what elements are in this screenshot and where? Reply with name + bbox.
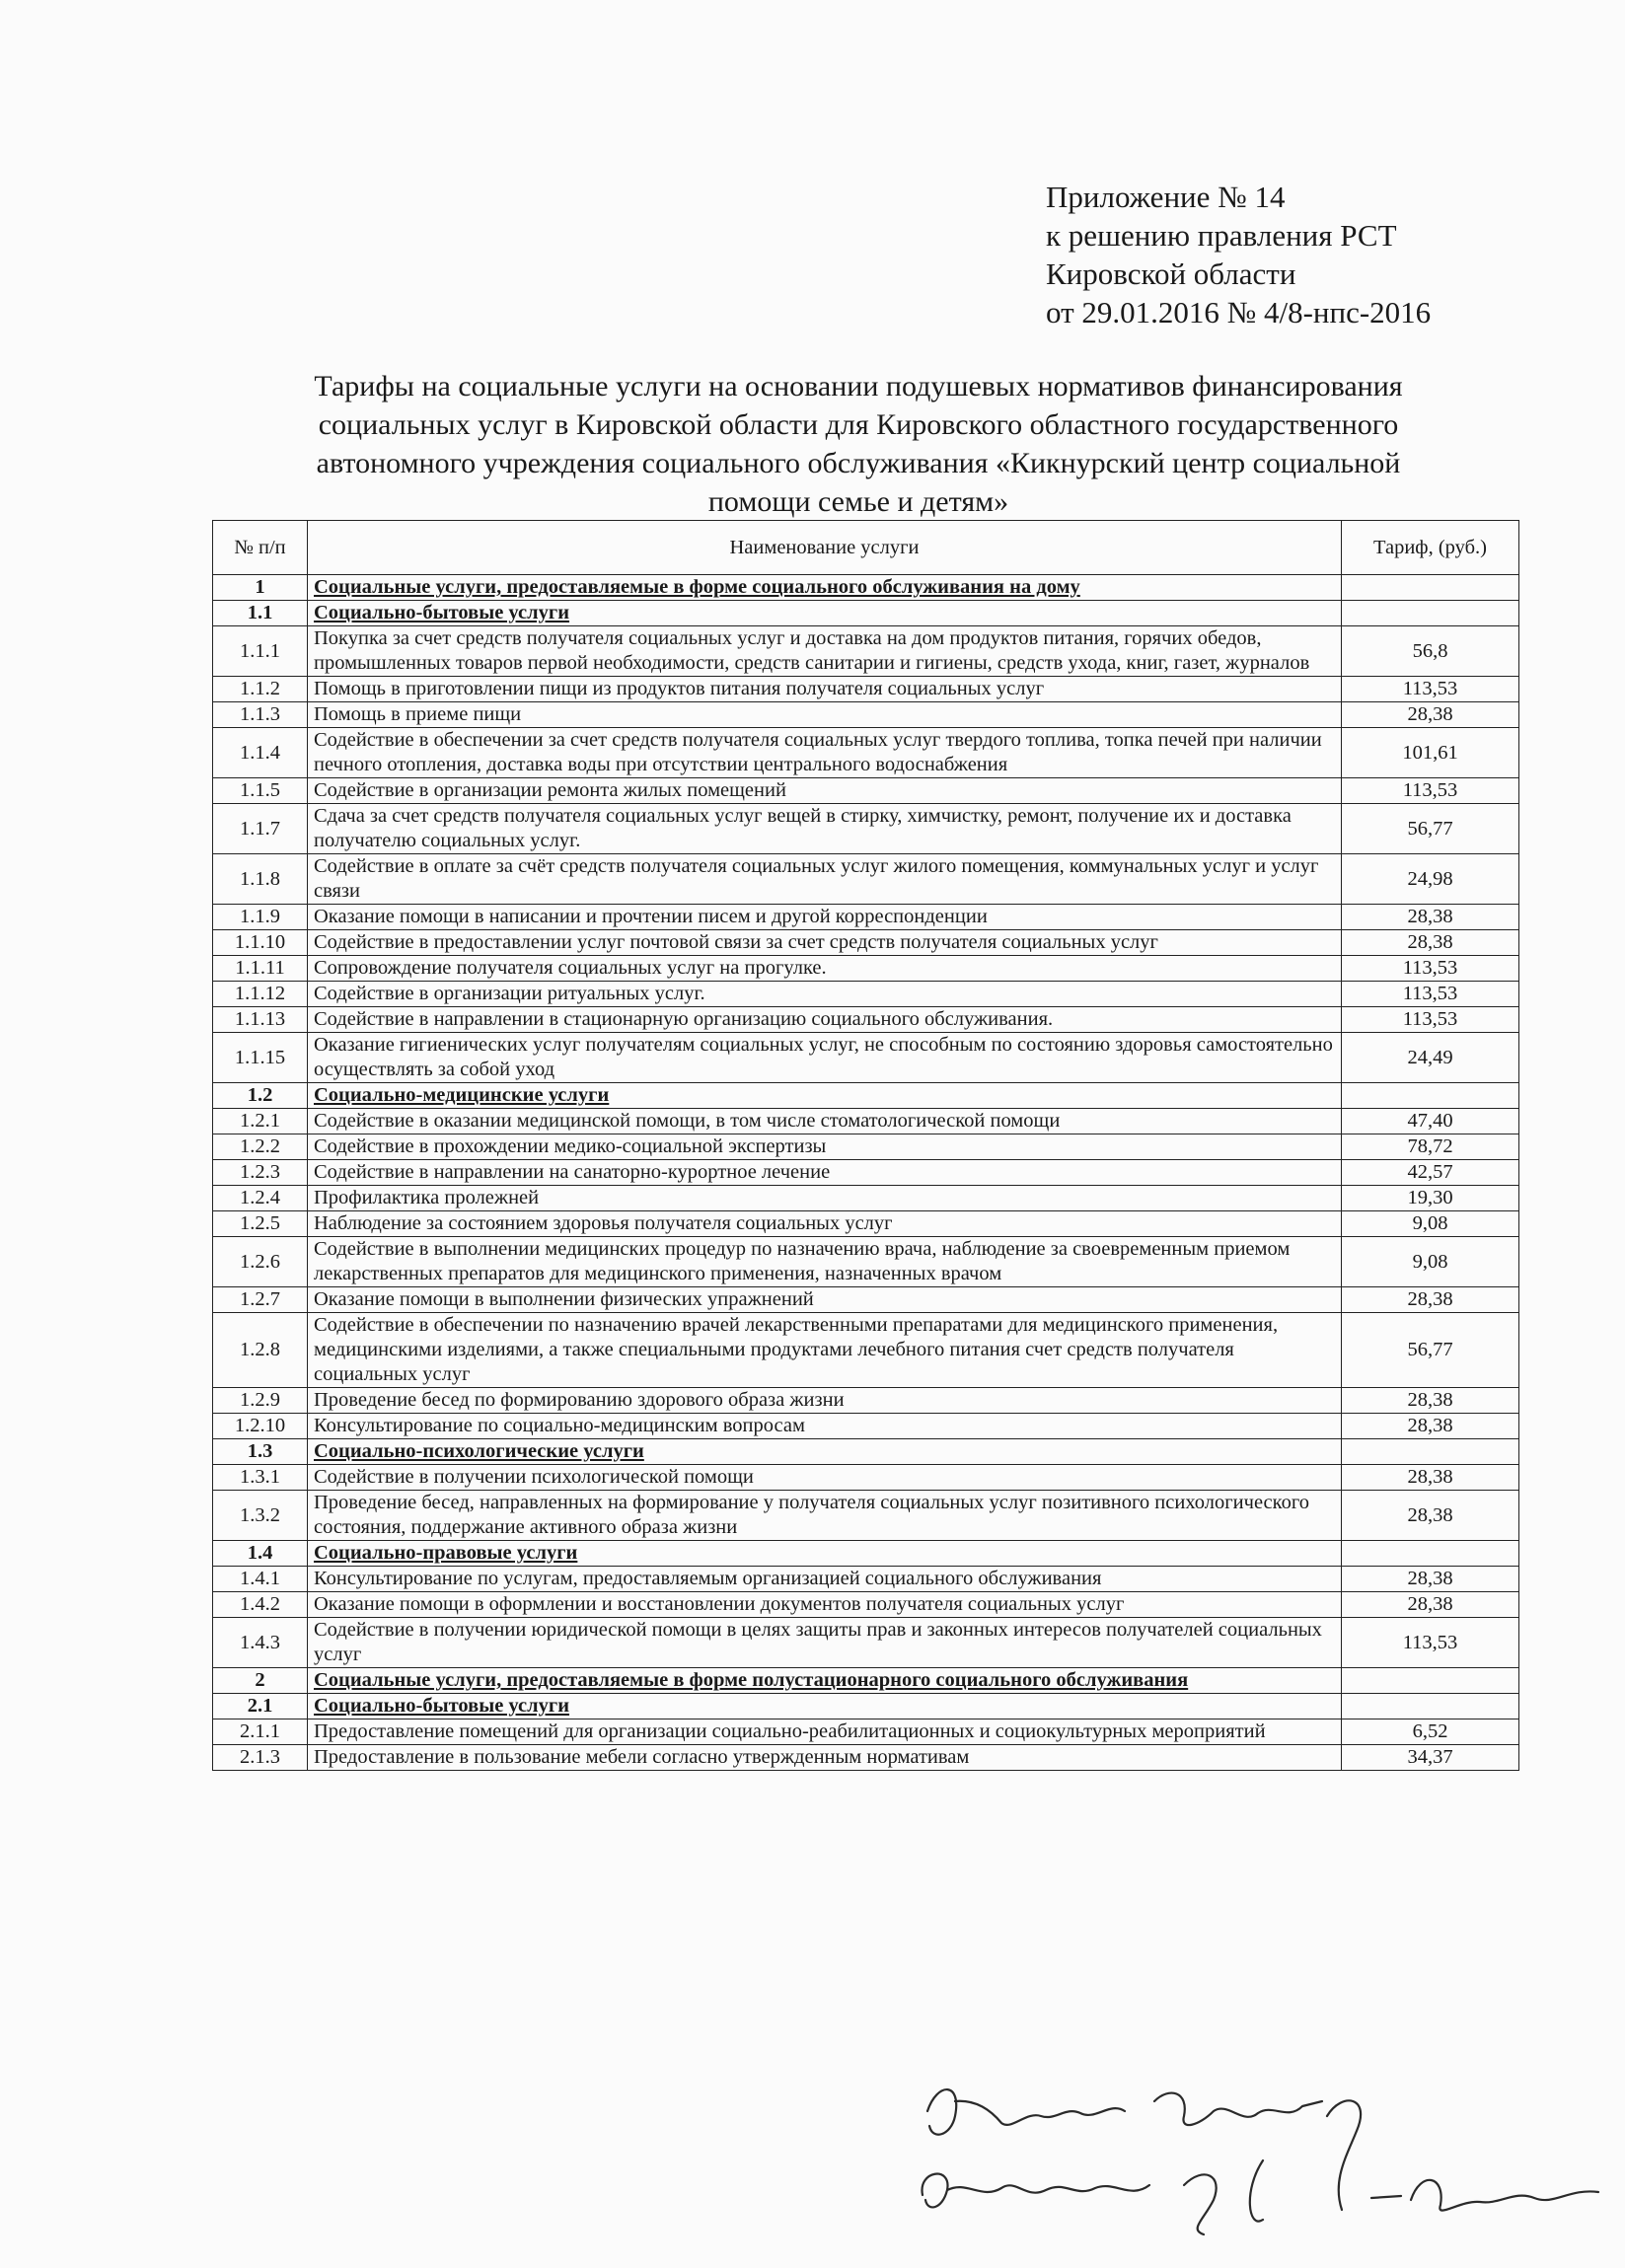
row-number: 1.1.7 (213, 804, 308, 854)
row-tariff: 19,30 (1342, 1186, 1519, 1211)
row-service-name: Содействие в оказании медицинской помощи, в том числе стоматологической помощи (308, 1109, 1342, 1134)
table-row (213, 1134, 1519, 1160)
row-number: 1.4 (213, 1541, 308, 1567)
row-number: 2.1.1 (213, 1719, 308, 1745)
table-row (213, 1388, 1519, 1414)
row-service-name: Содействие в оплате за счёт средств получателя социальных услуг жилого помещения, коммунальных услуг и услуг связи (308, 854, 1342, 905)
row-tariff: 9,08 (1342, 1237, 1519, 1287)
row-service-name: Оказание помощи в выполнении физических упражнений (308, 1287, 1342, 1313)
row-number: 1.1.5 (213, 778, 308, 804)
row-number: 1.3.1 (213, 1465, 308, 1491)
table-row (213, 778, 1519, 804)
row-number: 1.2.7 (213, 1287, 308, 1313)
row-tariff: 56,77 (1342, 804, 1519, 854)
title-line-2: социальных услуг в Кировской области для Кировского областного государственного (318, 408, 1399, 441)
row-number: 1.1.3 (213, 702, 308, 728)
row-service-name: Содействие в обеспечении за счет средств получателя социальных услуг твердого топлива, топка печей при наличии печного отопления, доставка воды при отсутствии центрального водоснабжения (308, 728, 1342, 778)
row-number: 1.2.10 (213, 1414, 308, 1439)
row-tariff: 78,72 (1342, 1134, 1519, 1160)
table-row (213, 1313, 1519, 1388)
header-tariff: Тариф, (руб.) (1342, 521, 1519, 575)
annex-block (1046, 178, 1431, 331)
row-service-name: Предоставление помещений для организации социально-реабилитационных и социокультурных мероприятий (308, 1719, 1342, 1745)
table-row (213, 1618, 1519, 1668)
table-section-row (213, 1083, 1519, 1109)
table-row (213, 930, 1519, 956)
row-tariff: 28,38 (1342, 905, 1519, 930)
table-row (213, 982, 1519, 1007)
title-line-3: автономного учреждения социального обслуживания «Кикнурский центр социальной (316, 447, 1401, 479)
handwritten-signature (908, 2072, 1618, 2239)
row-service-name: Оказание гигиенических услуг получателям социальных услуг, не способным по состоянию здоровья самостоятельно осуществлять за собой уход (308, 1033, 1342, 1083)
row-service-name: Содействие в организации ритуальных услуг. (308, 982, 1342, 1007)
row-number: 1.1.12 (213, 982, 308, 1007)
row-number: 1.1 (213, 601, 308, 626)
row-number: 1.1.4 (213, 728, 308, 778)
table-row (213, 1033, 1519, 1083)
table-row (213, 1465, 1519, 1491)
row-service-name: Социальные услуги, предоставляемые в форме социального обслуживания на дому (308, 575, 1342, 601)
row-service-name: Консультирование по социально-медицинским вопросам (308, 1414, 1342, 1439)
row-number: 1.1.11 (213, 956, 308, 982)
row-tariff (1342, 601, 1519, 626)
table-row (213, 1007, 1519, 1033)
row-number: 1.2.2 (213, 1134, 308, 1160)
row-tariff: 28,38 (1342, 1567, 1519, 1592)
row-number: 1.2.1 (213, 1109, 308, 1134)
row-service-name: Проведение бесед, направленных на формирование у получателя социальных услуг позитивного психологического состояния, поддержание активного образа жизни (308, 1491, 1342, 1541)
row-number: 1.1.1 (213, 626, 308, 677)
row-service-name: Проведение бесед по формированию здорового образа жизни (308, 1388, 1342, 1414)
row-tariff: 47,40 (1342, 1109, 1519, 1134)
row-service-name: Социально-правовые услуги (308, 1541, 1342, 1567)
table-row (213, 905, 1519, 930)
table-header-row (213, 521, 1519, 575)
table-section-row (213, 1541, 1519, 1567)
row-tariff: 28,38 (1342, 1465, 1519, 1491)
row-service-name: Содействие в обеспечении по назначению врачей лекарственными препаратами для медицинского применения, медицинскими изделиями, а также специальными продуктами лечебного питания счет средств получателя социальных услуг (308, 1313, 1342, 1388)
annex-line-4: от 29.01.2016 № 4/8-нпс-2016 (1046, 295, 1432, 329)
row-service-name: Оказание помощи в написании и прочтении писем и другой корреспонденции (308, 905, 1342, 930)
row-number: 1.2.3 (213, 1160, 308, 1186)
row-service-name: Социально-психологические услуги (308, 1439, 1342, 1465)
row-number: 2.1 (213, 1694, 308, 1719)
row-tariff (1342, 1694, 1519, 1719)
row-tariff: 28,38 (1342, 1592, 1519, 1618)
row-service-name: Помощь в приготовлении пищи из продуктов питания получателя социальных услуг (308, 677, 1342, 702)
table-section-row (213, 601, 1519, 626)
row-number: 1.1.2 (213, 677, 308, 702)
row-tariff: 56,8 (1342, 626, 1519, 677)
row-number: 1.4.3 (213, 1618, 308, 1668)
table-row (213, 677, 1519, 702)
table-row (213, 1414, 1519, 1439)
row-tariff: 113,53 (1342, 982, 1519, 1007)
row-tariff (1342, 1541, 1519, 1567)
table-row (213, 1160, 1519, 1186)
row-service-name: Содействие в организации ремонта жилых помещений (308, 778, 1342, 804)
row-tariff: 6,52 (1342, 1719, 1519, 1745)
table-row (213, 854, 1519, 905)
row-service-name: Содействие в направлении в стационарную организацию социального обслуживания. (308, 1007, 1342, 1033)
row-service-name: Оказание помощи в оформлении и восстановлении документов получателя социальных услуг (308, 1592, 1342, 1618)
row-service-name: Сдача за счет средств получателя социальных услуг вещей в стирку, химчистку, ремонт, получение их и доставка получателю социальных услуг. (308, 804, 1342, 854)
row-tariff: 101,61 (1342, 728, 1519, 778)
row-number: 1 (213, 575, 308, 601)
table-section-row (213, 1439, 1519, 1465)
row-number: 1.3.2 (213, 1491, 308, 1541)
row-number: 1.4.2 (213, 1592, 308, 1618)
row-tariff: 113,53 (1342, 956, 1519, 982)
row-number: 1.1.9 (213, 905, 308, 930)
table-body (213, 575, 1519, 1771)
tariff-table (212, 520, 1519, 1771)
row-tariff: 34,37 (1342, 1745, 1519, 1771)
row-tariff: 28,38 (1342, 1414, 1519, 1439)
document-title (247, 367, 1470, 521)
row-service-name: Содействие в получении юридической помощи в целях защиты прав и законных интересов получателей социальных услуг (308, 1618, 1342, 1668)
row-service-name: Содействие в прохождении медико-социальной экспертизы (308, 1134, 1342, 1160)
row-tariff: 28,38 (1342, 702, 1519, 728)
row-service-name: Профилактика пролежней (308, 1186, 1342, 1211)
row-tariff: 56,77 (1342, 1313, 1519, 1388)
row-number: 1.2.9 (213, 1388, 308, 1414)
row-tariff: 113,53 (1342, 677, 1519, 702)
header-service-name: Наименование услуги (308, 521, 1342, 575)
row-number: 1.2.5 (213, 1211, 308, 1237)
row-service-name: Содействие в предоставлении услуг почтовой связи за счет средств получателя социальных услуг (308, 930, 1342, 956)
table-row (213, 1109, 1519, 1134)
annex-line-2: к решению правления РСТ (1046, 218, 1397, 253)
table-row (213, 728, 1519, 778)
row-service-name: Наблюдение за состоянием здоровья получателя социальных услуг (308, 1211, 1342, 1237)
row-service-name: Содействие в направлении на санаторно-курортное лечение (308, 1160, 1342, 1186)
table-row (213, 1745, 1519, 1771)
table-row (213, 1719, 1519, 1745)
row-service-name: Содействие в выполнении медицинских процедур по назначению врача, наблюдение за своевременным приемом лекарственных препаратов для медицинского применения, назначенных врачом (308, 1237, 1342, 1287)
row-number: 1.1.15 (213, 1033, 308, 1083)
row-number: 1.2.4 (213, 1186, 308, 1211)
table-section-row (213, 575, 1519, 601)
row-tariff: 113,53 (1342, 778, 1519, 804)
row-tariff: 28,38 (1342, 1287, 1519, 1313)
row-service-name: Социально-бытовые услуги (308, 1694, 1342, 1719)
row-tariff: 28,38 (1342, 930, 1519, 956)
row-number: 1.3 (213, 1439, 308, 1465)
table-row (213, 1186, 1519, 1211)
title-line-4: помощи семье и детям» (707, 485, 1009, 518)
table-row (213, 1237, 1519, 1287)
row-tariff: 42,57 (1342, 1160, 1519, 1186)
row-service-name: Консультирование по услугам, предоставляемым организацией социального обслуживания (308, 1567, 1342, 1592)
row-tariff: 28,38 (1342, 1388, 1519, 1414)
table-row (213, 1567, 1519, 1592)
row-service-name: Социально-бытовые услуги (308, 601, 1342, 626)
row-tariff: 24,98 (1342, 854, 1519, 905)
row-tariff (1342, 1083, 1519, 1109)
row-service-name: Социально-медицинские услуги (308, 1083, 1342, 1109)
row-tariff (1342, 1439, 1519, 1465)
table-row (213, 1211, 1519, 1237)
row-tariff (1342, 575, 1519, 601)
row-number: 2.1.3 (213, 1745, 308, 1771)
row-number: 1.2.6 (213, 1237, 308, 1287)
annex-line-1: Приложение № 14 (1046, 180, 1286, 214)
table-row (213, 1287, 1519, 1313)
table-row (213, 1592, 1519, 1618)
annex-line-3: Кировской области (1046, 256, 1296, 291)
row-number: 1.4.1 (213, 1567, 308, 1592)
table-row (213, 1491, 1519, 1541)
table-section-row (213, 1668, 1519, 1694)
row-service-name: Помощь в приеме пищи (308, 702, 1342, 728)
row-service-name: Сопровождение получателя социальных услуг на прогулке. (308, 956, 1342, 982)
row-tariff: 113,53 (1342, 1618, 1519, 1668)
row-number: 1.2 (213, 1083, 308, 1109)
row-service-name: Содействие в получении психологической помощи (308, 1465, 1342, 1491)
row-number: 1.1.13 (213, 1007, 308, 1033)
table-row (213, 702, 1519, 728)
table-row (213, 804, 1519, 854)
row-tariff: 28,38 (1342, 1491, 1519, 1541)
header-number: № п/п (213, 521, 308, 575)
row-tariff: 24,49 (1342, 1033, 1519, 1083)
row-service-name: Социальные услуги, предоставляемые в форме полустационарного социального обслуживания (308, 1668, 1342, 1694)
row-service-name: Предоставление в пользование мебели согласно утвержденным нормативам (308, 1745, 1342, 1771)
row-tariff (1342, 1668, 1519, 1694)
row-tariff: 113,53 (1342, 1007, 1519, 1033)
row-number: 1.1.8 (213, 854, 308, 905)
row-number: 2 (213, 1668, 308, 1694)
title-line-1: Тарифы на социальные услуги на основании подушевых нормативов финансирования (314, 370, 1403, 402)
table-row (213, 956, 1519, 982)
row-number: 1.1.10 (213, 930, 308, 956)
row-tariff: 9,08 (1342, 1211, 1519, 1237)
row-number: 1.2.8 (213, 1313, 308, 1388)
table-section-row (213, 1694, 1519, 1719)
table-row (213, 626, 1519, 677)
row-service-name: Покупка за счет средств получателя социальных услуг и доставка на дом продуктов питания, горячих обедов, промышленных товаров первой необходимости, средств санитарии и гигиены, средств ухода, книг, газет, журналов (308, 626, 1342, 677)
